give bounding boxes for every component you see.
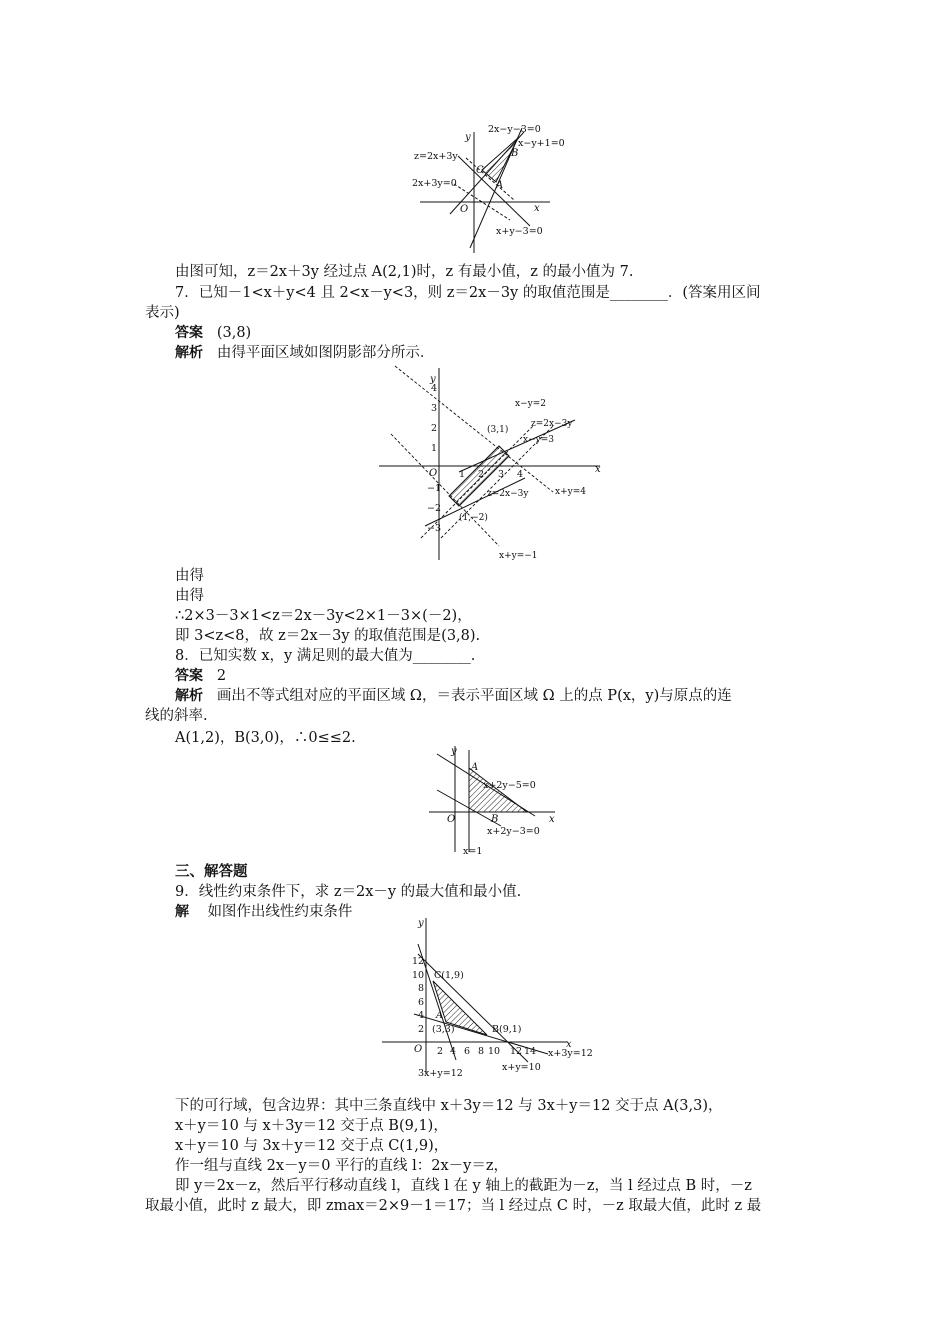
fig4-xtick-10: 10 [488,1046,501,1057]
fig2-xtick-4: 4 [517,469,524,480]
fig1-x-label: x [534,203,540,214]
fig2-ytick-1: 1 [431,443,438,454]
fig2-xtick-1: 1 [459,469,466,480]
q9-step1: 下的可行域，包含边界：其中三条直线中 x＋3y＝12 与 3x＋y＝12 交于点 A(3,3)， [175,1098,723,1114]
fig4-ytick-6: 6 [418,997,425,1008]
q7-analysis-line [175,343,434,363]
q9-solution-intro [175,902,352,922]
figure-4-svg [378,914,600,1082]
fig1-label-x-y+1: x−y+1=0 [518,138,565,149]
q8-analysis-line2: 线的斜率. [145,708,208,724]
fig4-point-B: B(9,1) [492,1024,522,1035]
fig2-label-x-y=3: x−y=3 [523,435,554,445]
fig4-y-label: y [418,918,424,929]
fig4-ytick-12: 12 [412,956,425,967]
fig4-xtick-12: 12 [510,1046,523,1057]
answer-label: 答案 [175,668,203,684]
figure-lp-region-3 [425,740,565,858]
fig3-label-x+2y-3: x+2y−3=0 [487,826,540,837]
fig4-xtick-2: 2 [437,1046,444,1057]
fig2-label-z-upper: z=2x−3y [531,419,573,429]
fig3-point-A: A [471,762,479,773]
fig1-label-2x-y-3: 2x−y−3=0 [488,124,541,135]
q9-question: 9．线性约束条件下，求 z＝2x－y 的最大值和最小值. [175,884,522,900]
fig2-ytick-neg1: −1 [427,483,442,494]
fig1-origin-label: O [460,204,469,215]
q9-step4: 作一组与直线 2x－y＝0 平行的直线 l：2x－y＝z， [175,1158,509,1174]
figure-lp-region-2 [375,362,610,567]
fig2-xtick-2: 2 [478,469,485,480]
q8-answer-line [175,666,226,686]
q7-analysis: 由得平面区域如图阴影部分所示． [216,345,435,361]
fig1-label-2x+3y: 2x+3y=0 [412,178,457,189]
fig3-label-x=1: x=1 [463,846,483,857]
fig2-ytick-neg2: −2 [427,503,442,514]
q7-answer-line [175,323,251,343]
fig4-ytick-8: 8 [418,983,425,994]
fig2-label-x+y=4: x+y=4 [555,487,586,497]
q9-step6: 取最小值，此时 z 最大，即 zmax＝2×9－1＝17；当 l 经过点 C 时，－z 取最大值，此时 z 最 [145,1198,762,1214]
q7-step4: 即 3<z<8，故 z＝2x－3y 的取值范围是(3,8). [175,628,481,644]
fig2-label-z-lower: z=2x−3y [487,489,529,499]
fig2-y-label: y [430,374,436,385]
q7-line1: 7．已知－1<x＋y<4 且 2<x－y<3，则 z＝2x－3y 的取值范围是________．(答案用区间 [175,285,761,301]
q9-intro: 如图作出线性约束条件 [207,904,353,920]
fig2-x-label: x [595,464,601,475]
analysis-label: 解析 [175,345,203,361]
fig2-ytick-4: 4 [431,383,438,394]
q9-step2: x＋y＝10 与 x＋3y＝12 交于点 B(9,1)， [175,1118,448,1134]
figure-lp-region-1 [410,118,590,258]
fig4-origin: O [414,1044,423,1055]
fig4-point-A: A [436,1010,443,1021]
fig4-ytick-4: 4 [418,1010,425,1021]
fig2-label-x-y=2: x−y=2 [515,399,546,409]
fig4-label-3x+y=12: 3x+y=12 [418,1068,463,1079]
line-x+y=-1 [391,434,499,546]
fig4-label-x+y=10: x+y=10 [502,1062,541,1073]
figure-2-svg [375,362,610,567]
solution-label: 解 [175,904,189,920]
q7-step3: ∴2×3－3×1<z＝2x－3y<2×1－3×(－2)， [175,608,472,624]
analysis-label: 解析 [175,688,203,704]
section-title: 三、解答题 [175,864,248,880]
q8-analysis: 画出不等式组对应的平面区域 Ω，＝表示平面区域 Ω 上的点 P(x，y)与原点的连 [216,688,732,704]
fig2-ytick-neg3: −3 [427,523,442,534]
q7-step2: 由得 [175,588,204,604]
fig2-point-31: (3,1) [487,425,509,435]
fig2-xtick-3: 3 [498,469,505,480]
fig3-label-x+2y-5: x+2y−5=0 [483,780,536,791]
fig4-xtick-4: 4 [450,1046,457,1057]
fig4-label-x+3y=12: x+3y=12 [548,1048,593,1059]
fig1-y-label: y [465,132,471,143]
figure-1-svg [410,118,590,258]
fig4-ytick-10: 10 [412,970,425,981]
fig3-origin: O [447,814,456,825]
fig4-ytick-2: 2 [418,1024,425,1035]
fig4-point-C: C(1,9) [434,970,464,981]
fig4-xtick-6: 6 [464,1046,471,1057]
fig2-label-x+y=-1: x+y=−1 [499,551,538,561]
figure-3-svg [425,740,565,858]
q8-analysis-line1 [175,686,732,706]
fig1-point-B: B [511,148,519,159]
fig3-point-B: B [491,814,499,825]
fig1-point-C: C [476,165,484,176]
answer-label: 答案 [175,325,203,341]
q9-step5: 即 y＝2x－z，然后平行移动直线 l，直线 l 在 y 轴上的截距为－z，当 l 经过点 B 时，－z [175,1178,752,1194]
fig4-x-label: x [566,1039,572,1050]
q7-line2: 表示) [145,305,180,321]
figure-lp-region-4 [378,914,600,1082]
fig1-label-z: z=2x+3y [414,151,458,162]
fig2-origin: O [429,468,438,479]
fig2-ytick-2: 2 [431,423,438,434]
fig4-xtick-14: 14 [524,1046,537,1057]
q8-answer: 2 [216,668,227,684]
fig4-xtick-8: 8 [478,1046,485,1057]
p6-conclusion: 由图可知，z＝2x＋3y 经过点 A(2,1)时，z 有最小值，z 的最小值为 7. [175,264,634,280]
q9-step3: x＋y＝10 与 3x＋y＝12 交于点 C(1,9)， [175,1138,449,1154]
q7-step1: 由得 [175,568,204,584]
fig3-y-label: y [451,746,457,757]
fig4-point-A-coords: (3,3) [432,1024,455,1035]
fig1-point-A: A [496,180,504,191]
q7-answer: (3,8) [216,325,252,341]
fig3-x-label: x [549,814,555,825]
fig2-point-1n2: (1,−2) [459,513,488,523]
fig1-label-x+y-3: x+y−3=0 [496,226,543,237]
q8-points: A(1,2)，B(3,0)，∴0≤≤2. [175,730,356,746]
q8-question: 8．已知实数 x，y 满足则的最大值为________. [175,648,476,664]
fig2-ytick-3: 3 [431,403,438,414]
